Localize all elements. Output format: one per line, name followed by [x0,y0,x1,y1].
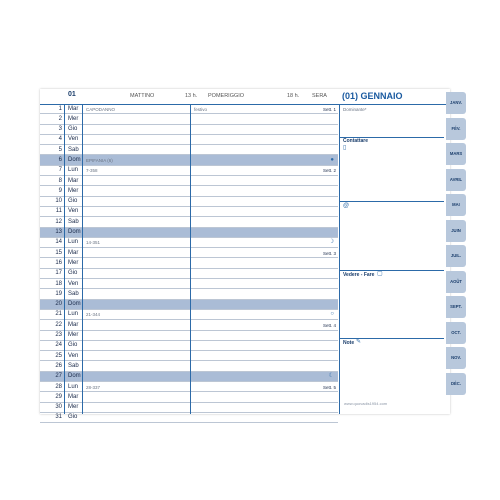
divider-line [190,104,191,414]
day-number: 17 [55,270,62,277]
weekday-label: Ven [68,352,79,359]
day-row[interactable] [40,341,338,351]
weekday-label: Sab [68,146,79,153]
day-row[interactable] [40,300,338,310]
weekday-label: Ven [68,280,79,287]
evening-label: SERA [312,93,327,99]
weekday-label: Lun [68,383,79,390]
week-number: Sett. 5 [322,384,336,390]
month-title: (01) GENNAIO [342,91,403,101]
day-note: 14-351 [86,240,101,246]
weekday-label: Mar [68,249,79,256]
day-number: 5 [58,146,62,153]
day-number: 22 [55,321,62,328]
month-tab[interactable]: JANV. [446,92,466,114]
weekday-label: Dom [68,373,81,380]
day-row[interactable] [40,279,338,289]
weekday-label: Ven [68,208,79,215]
section-rule [340,201,444,202]
day-number: 25 [55,352,62,359]
day-number: 26 [55,362,62,369]
month-tab[interactable]: OCT. [446,322,466,344]
month-tab[interactable]: SEPT. [446,296,466,318]
month-tab[interactable]: MAI [446,194,466,216]
day-number: 2 [58,115,62,122]
day-number: 4 [58,136,62,143]
day-row[interactable] [40,135,338,145]
day-row[interactable] [40,145,338,155]
weekday-label: Lun [68,167,79,174]
day-number: 1 [58,105,62,112]
day-row[interactable] [40,186,338,196]
day-row[interactable] [40,382,338,392]
divider-line [64,104,65,414]
day-row[interactable] [40,125,338,135]
day-row[interactable] [40,248,338,258]
month-tab[interactable]: DÉC. [446,373,466,395]
day-number: 23 [55,332,62,339]
day-note: EPIFANIA (6) [86,157,113,163]
month-tab[interactable]: JUIN [446,220,466,242]
days-grid [40,104,338,423]
day-number: 31 [55,414,62,421]
moon-phase-icon: ☽ [328,239,334,246]
day-row[interactable] [40,331,338,341]
day-number: 14 [55,239,62,246]
day-row[interactable] [40,207,338,217]
day-row[interactable] [40,403,338,413]
day-row[interactable] [40,258,338,268]
weekday-label: Gio [68,126,78,133]
day-row[interactable] [40,166,338,176]
afternoon-label: POMERIGGIO [208,93,245,99]
weekday-label: Gio [68,342,78,349]
day-row[interactable] [40,310,338,320]
weekday-label: Mer [68,332,79,339]
divider-line [82,104,83,414]
weekday-label: Dom [68,301,81,308]
weekday-label: Dom [68,229,81,236]
day-number: 24 [55,342,62,349]
day-row[interactable] [40,197,338,207]
day-row[interactable] [40,176,338,186]
section-rule [340,270,444,271]
evening-hour-label: 18 h. [287,93,300,99]
note-heading: Note [343,340,355,346]
week-number: Sett. 2 [322,168,336,174]
weekday-label: Lun [68,239,79,246]
day-number: 3 [58,126,62,133]
day-note: 7-358 [86,168,98,174]
day-number: 28 [55,383,62,390]
weekday-label: Dom [68,156,81,163]
day-number: 13 [55,229,62,236]
page-icon: ▢ [377,271,383,277]
morning-label: MATTINO [130,93,155,99]
day-number: 8 [58,177,62,184]
day-number: 29 [55,393,62,400]
weekday-label: Ven [68,136,79,143]
month-tab[interactable]: MARS [446,143,466,165]
day-number: 10 [55,198,62,205]
moon-phase-icon: ● [330,156,334,163]
day-row[interactable] [40,228,338,238]
day-row[interactable] [40,351,338,361]
weekday-label: Mar [68,321,79,328]
month-tab[interactable]: AVRIL [446,169,466,191]
day-row[interactable] [40,269,338,279]
day-number: 19 [55,290,62,297]
day-row[interactable] [40,361,338,371]
weekday-label: Gio [68,270,78,277]
afternoon-note: festivo [194,106,208,112]
day-row[interactable] [40,372,338,382]
phone-icon: ▯ [343,145,347,151]
month-tab[interactable]: JUIL. [446,245,466,267]
day-number: 27 [55,373,62,380]
noon-label: 13 h. [185,93,198,99]
weekday-label: Lun [68,311,79,318]
day-number: 11 [55,208,62,215]
pencil-icon: ✎ [356,339,362,345]
day-number: 30 [55,404,62,411]
day-number: 15 [55,249,62,256]
day-row[interactable] [40,320,338,330]
weekday-label: Sab [68,218,79,225]
vedere-fare-heading: Vedere - Fare [343,272,375,278]
day-number: 16 [55,259,62,266]
dominante-label: Dominante* [343,107,367,112]
weekday-label: Mer [68,187,79,194]
day-row[interactable] [40,413,338,423]
month-tab[interactable]: AOÛT [446,271,466,293]
month-number: 01 [68,91,76,98]
planner-header [40,89,450,105]
day-number: 9 [58,187,62,194]
day-number: 7 [58,167,62,174]
day-row[interactable] [40,238,338,248]
weekday-label: Mar [68,105,79,112]
contattare-heading: Contattare [343,138,369,144]
week-number: Sett. 1 [322,106,336,112]
weekday-label: Mar [68,393,79,400]
website-label: www.quovadis1954.com [344,401,388,406]
notes-column [340,104,450,414]
day-row[interactable] [40,155,338,165]
moon-phase-icon: ☾ [328,373,334,380]
weekday-label: Mer [68,404,79,411]
moon-phase-icon: ○ [330,311,334,318]
day-note: 28-337 [86,384,101,390]
day-number: 21 [55,311,62,318]
weekday-label: Gio [68,198,78,205]
week-number: Sett. 3 [322,250,336,256]
weekday-label: Sab [68,290,79,297]
day-row[interactable] [40,114,338,124]
weekday-label: Gio [68,414,78,421]
day-row[interactable] [40,104,338,114]
day-row[interactable] [40,392,338,402]
day-row[interactable] [40,289,338,299]
weekday-label: Mar [68,177,79,184]
day-number: 20 [55,301,62,308]
at-icon: @ [343,203,350,209]
month-tab[interactable]: NOV. [446,347,466,369]
day-note: 21-344 [86,312,101,318]
day-row[interactable] [40,217,338,227]
month-tab[interactable]: FÉV. [446,118,466,140]
day-note: CAPODANNO [86,106,116,112]
weekday-label: Mer [68,259,79,266]
day-number: 18 [55,280,62,287]
day-number: 6 [58,156,62,163]
weekday-label: Sab [68,362,79,369]
day-number: 12 [55,218,62,225]
weekday-label: Mer [68,115,79,122]
monthly-planner-page [40,89,450,421]
week-number: Sett. 4 [322,322,336,328]
